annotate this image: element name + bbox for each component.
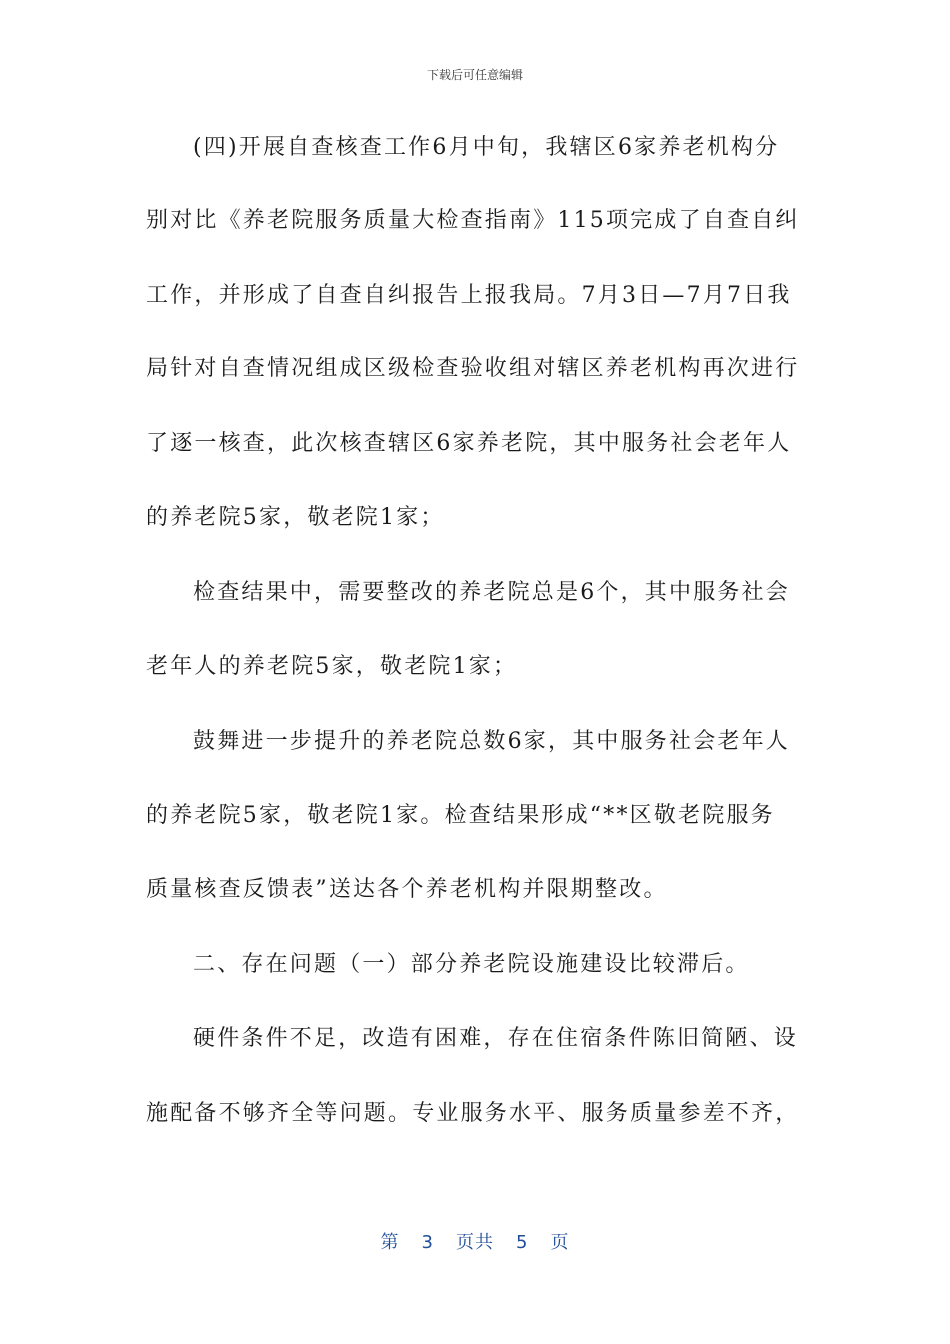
text-line: 硬件条件不足，改造有困难，存在住宿条件陈旧简陋、设	[193, 1026, 799, 1051]
text-line: 的养老院5家，敬老院1家；	[146, 505, 445, 530]
text-line: 了逐一核查，此次核查辖区6家养老院，其中服务社会老年人	[146, 431, 792, 456]
text-line: 质量核查反馈表”送达各个养老机构并限期整改。	[146, 877, 668, 902]
page-footer	[0, 1228, 950, 1254]
page-header-note: 下载后可任意编辑	[426, 68, 523, 82]
text-line: 别对比《养老院服务质量大检查指南》115项完成了自查自纠	[146, 208, 800, 233]
text-line: 工作，并形成了自查自纠报告上报我局。7月3日—7月7日我	[146, 283, 792, 308]
text-line: 的养老院5家，敬老院1家。检查结果形成“**区敬老院服务	[146, 803, 775, 828]
footer-middle: 页共	[456, 1232, 494, 1253]
text-line: 局针对自查情况组成区级检查验收组对辖区养老机构再次进行	[146, 356, 800, 381]
text-line: (四)开展自查核查工作6月中旬，我辖区6家养老机构分	[193, 135, 780, 160]
text-line: 检查结果中，需要整改的养老院总是6个，其中服务社会	[193, 580, 790, 605]
footer-suffix: 页	[550, 1232, 570, 1253]
text-line: 施配备不够齐全等问题。专业服务水平、服务质量参差不齐，	[146, 1101, 800, 1126]
footer-total-pages: 5	[516, 1232, 529, 1253]
text-line: 二、存在问题（一）部分养老院设施建设比较滞后。	[193, 952, 750, 977]
text-line: 鼓舞进一步提升的养老院总数6家，其中服务社会老年人	[193, 729, 790, 754]
text-line: 老年人的养老院5家，敬老院1家；	[146, 654, 518, 679]
footer-prefix: 第	[380, 1232, 400, 1253]
footer-current-page: 3	[421, 1232, 434, 1253]
